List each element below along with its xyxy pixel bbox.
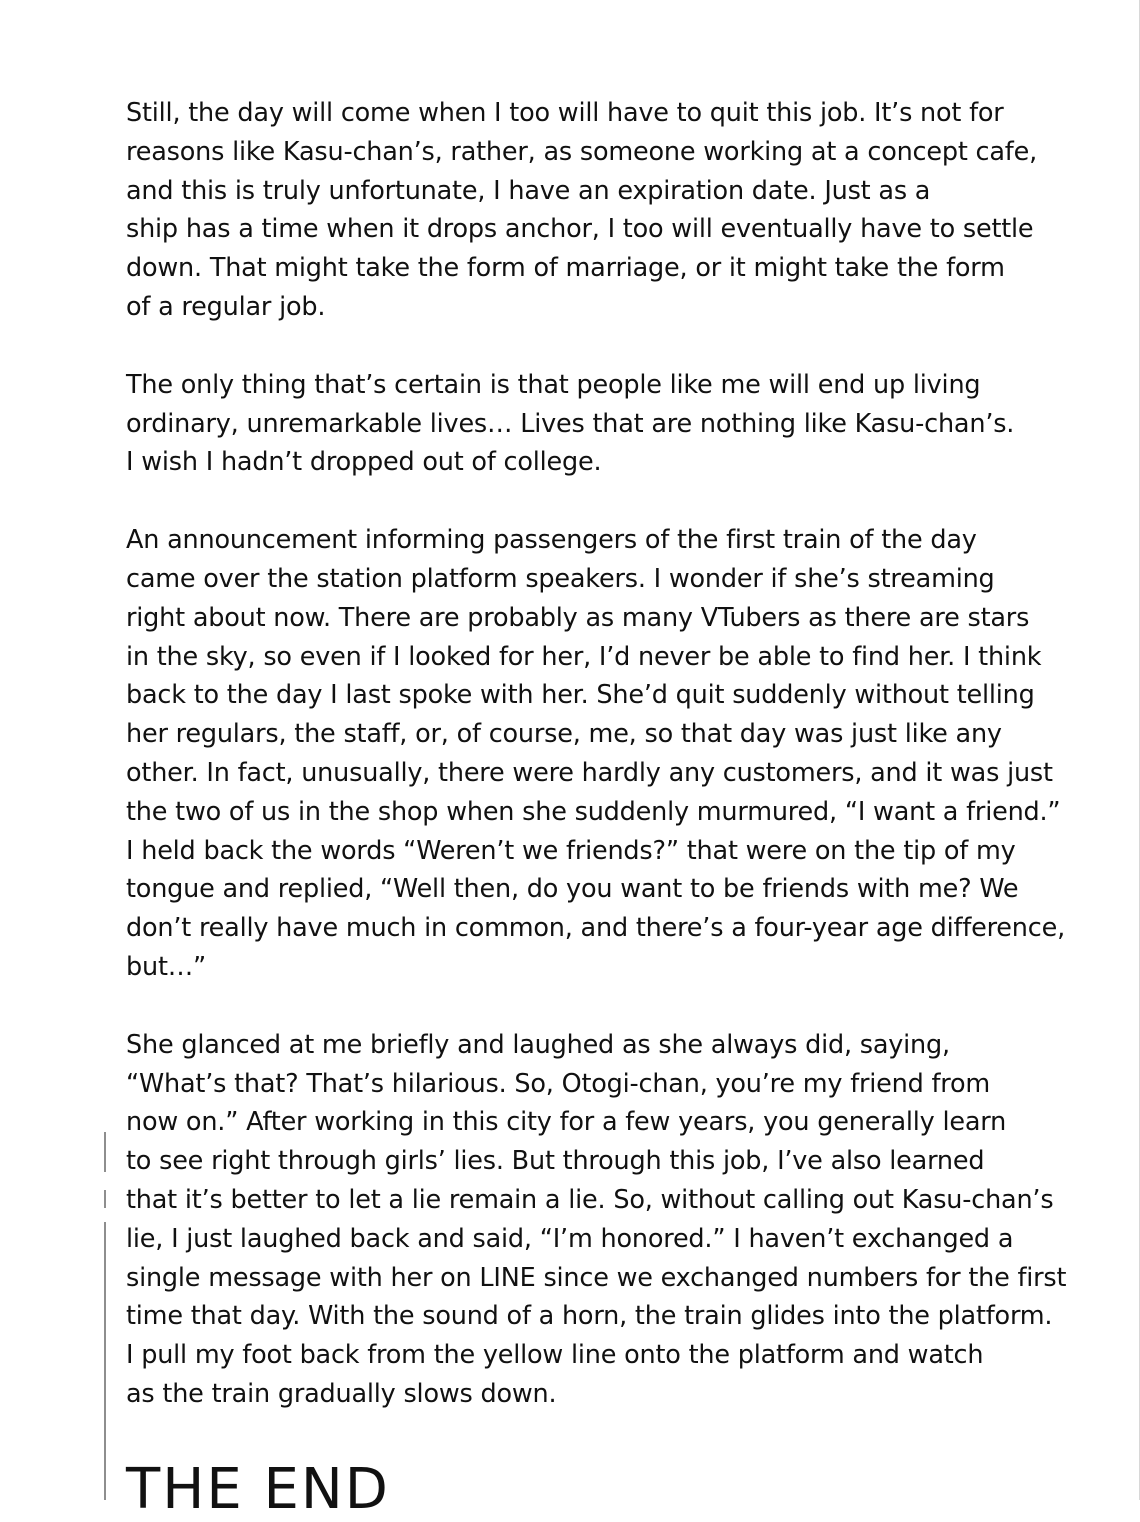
- text-line: I pull my foot back from the yellow line onto the platform and watch: [126, 1340, 984, 1370]
- text-line: don’t really have much in common, and there’s a four-year age difference,: [126, 913, 1065, 943]
- text-line: An announcement informing passengers of the first train of the day: [126, 525, 977, 555]
- text-line: as the train gradually slows down.: [126, 1379, 557, 1409]
- text-line: I wish I hadn’t dropped out of college.: [126, 447, 602, 477]
- text-line: and this is truly unfortunate, I have an expiration date. Just as a: [126, 176, 931, 206]
- text-line: “What’s that? That’s hilarious. So, Otogi-chan, you’re my friend from: [126, 1069, 991, 1099]
- text-line: right about now. There are probably as many VTubers as there are stars: [126, 603, 1030, 633]
- text-line: ordinary, unremarkable lives… Lives that are nothing like Kasu-chan’s.: [126, 409, 1015, 439]
- margin-rule: [104, 1190, 106, 1208]
- text-line: down. That might take the form of marriage, or it might take the form: [126, 253, 1005, 283]
- margin-rule: [104, 1132, 106, 1172]
- text-line: time that day. With the sound of a horn, the train glides into the platform.: [126, 1301, 1053, 1331]
- text-line: single message with her on LINE since we exchanged numbers for the first: [126, 1263, 1067, 1293]
- text-line: now on.” After working in this city for a few years, you generally learn: [126, 1107, 1007, 1137]
- margin-rule: [104, 1222, 106, 1500]
- text-line: tongue and replied, “Well then, do you want to be friends with me? We: [126, 874, 1019, 904]
- text-line: came over the station platform speakers. I wonder if she’s streaming: [126, 564, 995, 594]
- text-line: I held back the words “Weren’t we friends?” that were on the tip of my: [126, 836, 1016, 866]
- text-line: reasons like Kasu-chan’s, rather, as someone working at a concept cafe,: [126, 137, 1037, 167]
- text-line: but…”: [126, 952, 207, 982]
- text-line: that it’s better to let a lie remain a lie. So, without calling out Kasu-chan’s: [126, 1185, 1054, 1215]
- text-line: The only thing that’s certain is that people like me will end up living: [126, 370, 981, 400]
- text-line: the two of us in the shop when she suddenly murmured, “I want a friend.”: [126, 797, 1061, 827]
- the-end-heading: THE END: [126, 1457, 390, 1522]
- text-line: other. In fact, unusually, there were hardly any customers, and it was just: [126, 758, 1053, 788]
- text-line: her regulars, the staff, or, of course, me, so that day was just like any: [126, 719, 1002, 749]
- text-line: in the sky, so even if I looked for her, I’d never be able to find her. I think: [126, 642, 1042, 672]
- text-line: of a regular job.: [126, 292, 326, 322]
- text-line: to see right through girls’ lies. But through this job, I’ve also learned: [126, 1146, 985, 1176]
- text-line: lie, I just laughed back and said, “I’m honored.” I haven’t exchanged a: [126, 1224, 1014, 1254]
- text-line: back to the day I last spoke with her. She’d quit suddenly without telling: [126, 680, 1035, 710]
- text-line: She glanced at me briefly and laughed as she always did, saying,: [126, 1030, 950, 1060]
- text-line: ship has a time when it drops anchor, I too will eventually have to settle: [126, 214, 1034, 244]
- text-line: Still, the day will come when I too will have to quit this job. It’s not for: [126, 98, 1004, 128]
